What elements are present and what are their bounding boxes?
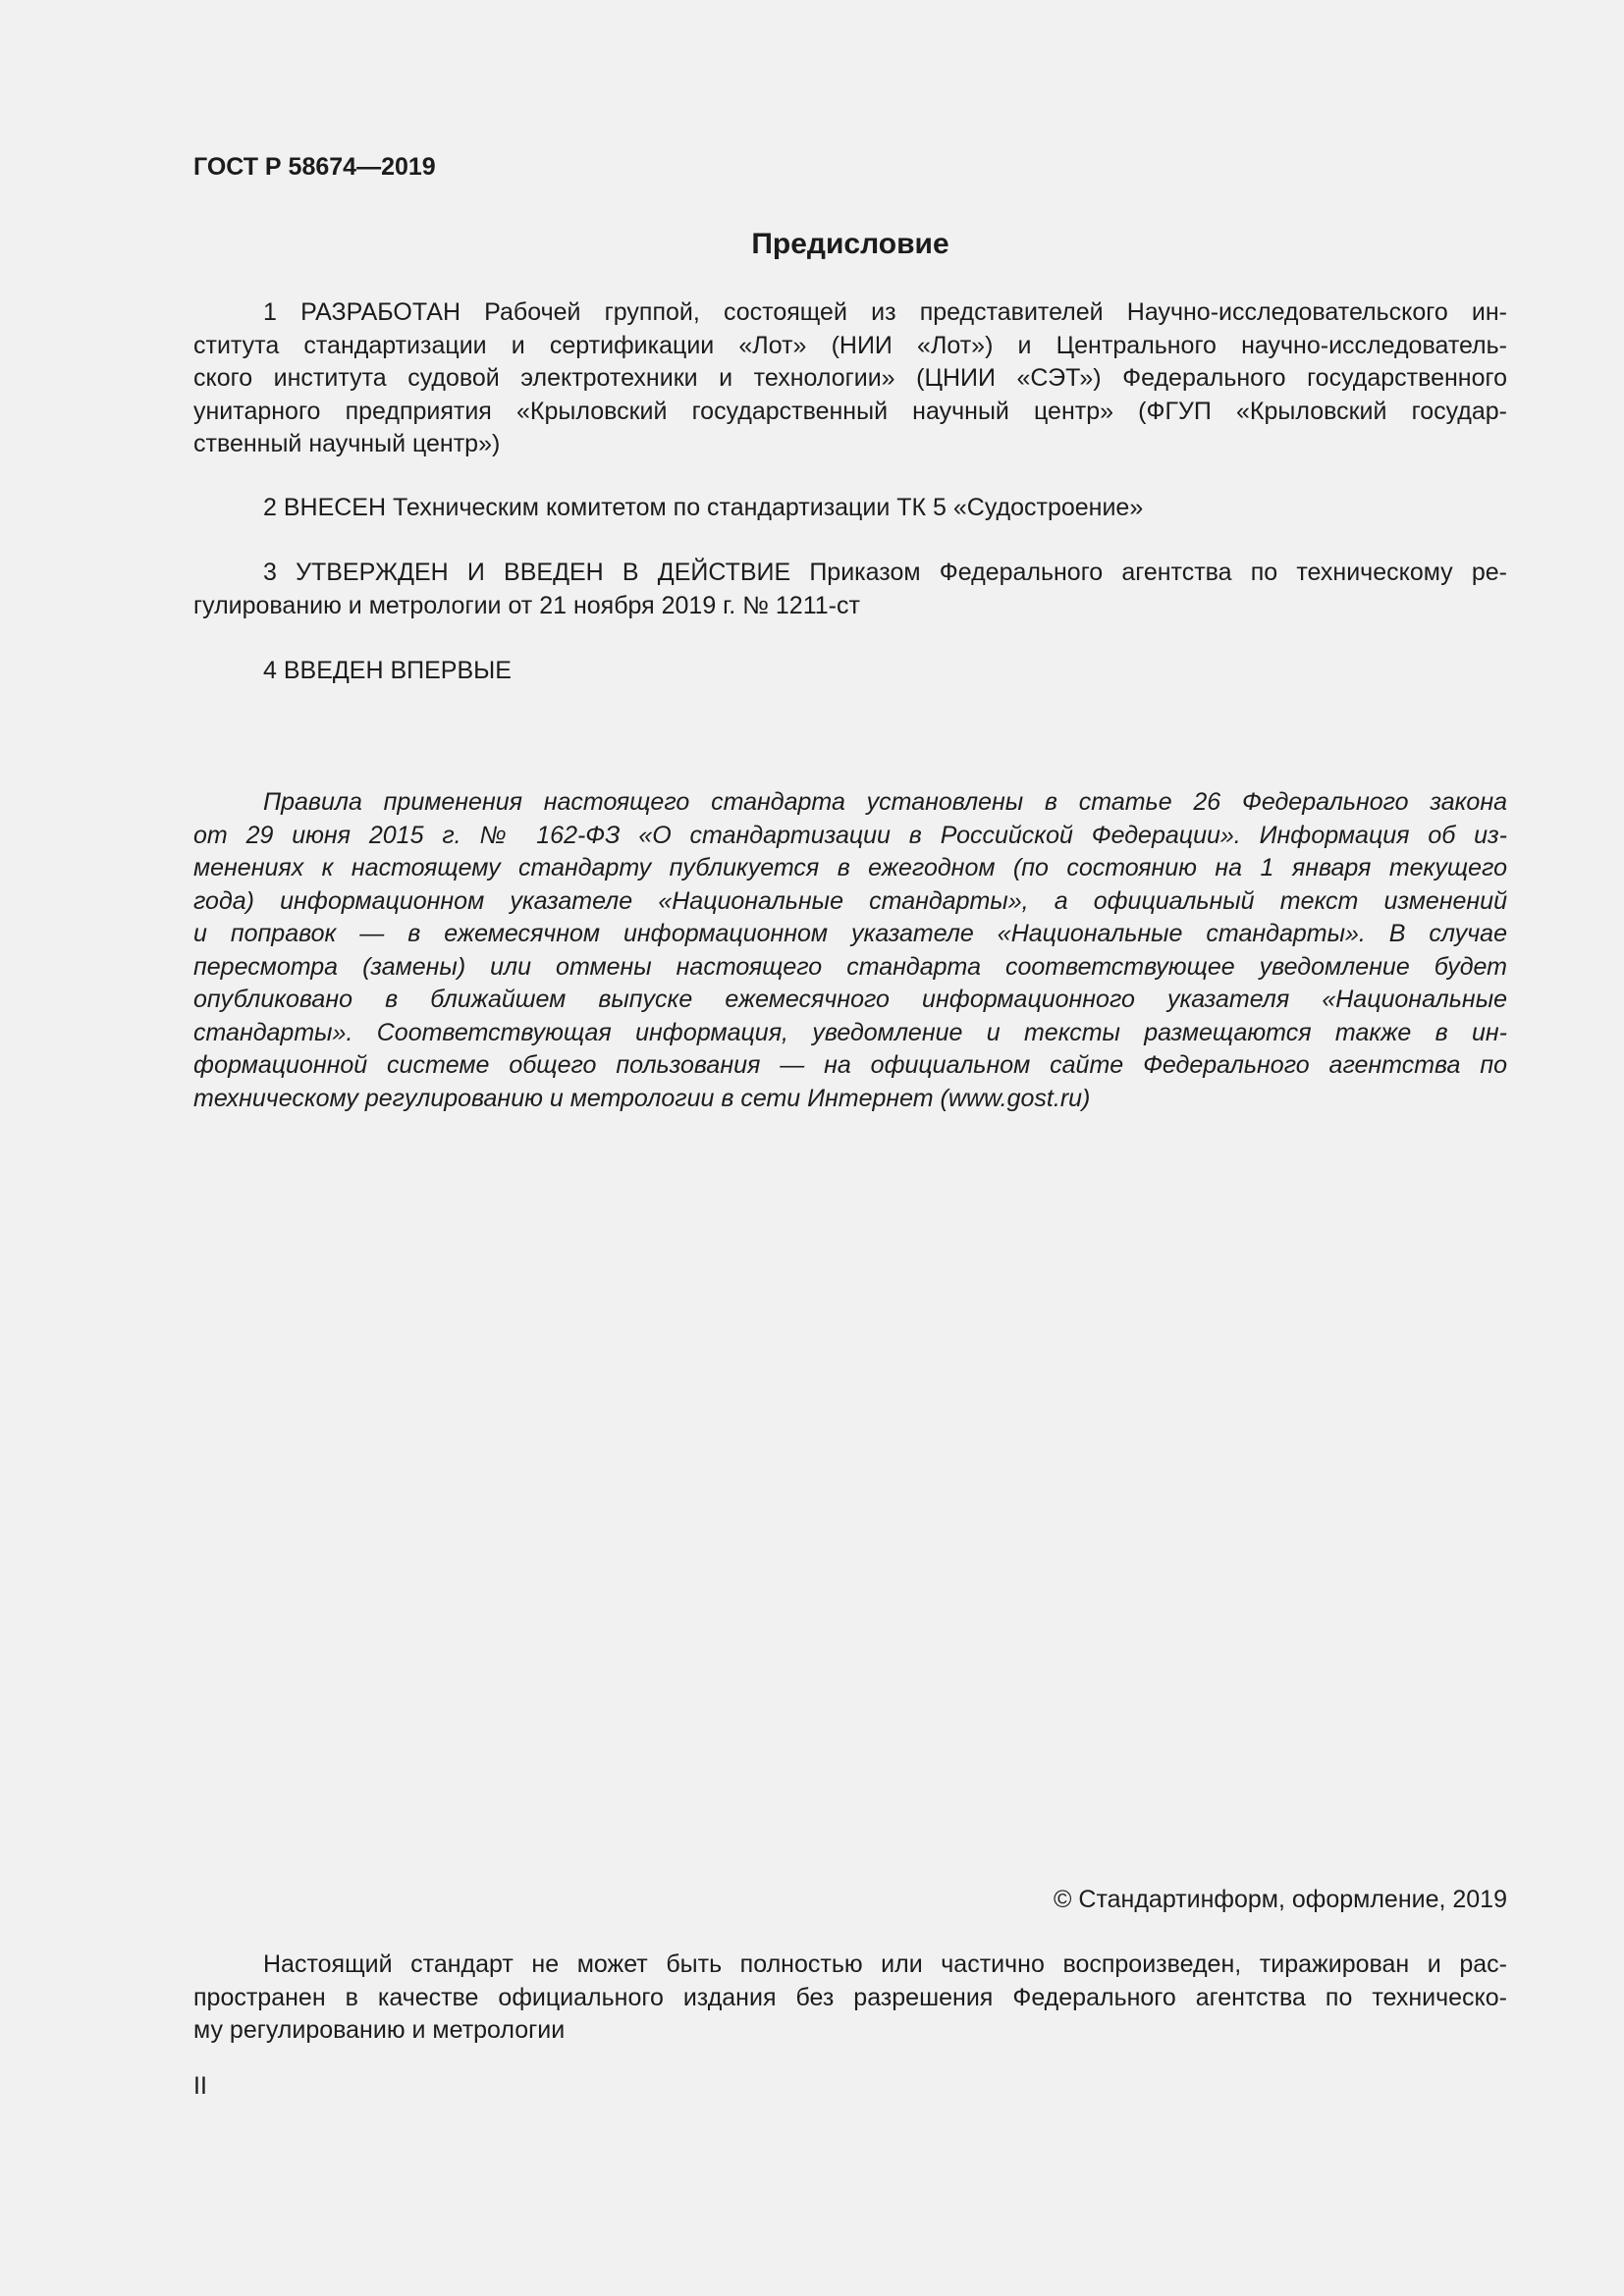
rules-notice-line: от 29 июня 2015 г. № 162-ФЗ «О стандартизации в Российской Федерации». Информация об из- xyxy=(193,821,1507,849)
reproduction-notice-line: Настоящий стандарт не может быть полностью или частично воспроизведен, тиражирован и рас- xyxy=(263,1950,1507,1978)
document-page xyxy=(193,0,1507,2296)
preface-item-1-line: ститута стандартизации и сертификации «Лот» (НИИ «Лот») и Центрального научно-исследователь- xyxy=(193,331,1507,359)
rules-notice-line: опубликовано в ближайшем выпуске ежемесячного информационного указателя «Национальные xyxy=(193,986,1507,1013)
reproduction-notice-line: пространен в качестве официального издания без разрешения Федерального агентства по техническо- xyxy=(193,1983,1507,2011)
preface-item-1-line: ского института судовой электротехники и технологии» (ЦНИИ «СЭТ») Федерального государственного xyxy=(193,364,1507,392)
document-code: ГОСТ Р 58674—2019 xyxy=(193,153,436,181)
preface-item-4 xyxy=(193,655,1507,688)
preface-item-1-line: унитарного предприятия «Крыловский государственный научный центр» (ФГУП «Крыловский государ- xyxy=(193,397,1507,425)
preface-item-3 xyxy=(193,557,1507,622)
rules-notice-line: пересмотра (замены) или отмены настоящего стандарта соответствующее уведомление будет xyxy=(193,952,1507,981)
rules-notice-line: стандарты». Соответствующая информация, уведомление и тексты размещаются также в ин- xyxy=(193,1018,1507,1046)
preface-title: Предисловие xyxy=(751,228,949,260)
preface-item-3-line: 3 УТВЕРЖДЕН И ВВЕДЕН В ДЕЙСТВИЕ Приказом Федерального агентства по техническому ре- xyxy=(263,559,1507,586)
rules-notice-line: формационной системе общего пользования — на официальном сайте Федерального агентства по xyxy=(193,1051,1507,1079)
rules-notice-line: Правила применения настоящего стандарта установлены в статье 26 Федерального закона xyxy=(263,788,1507,816)
preface-item-1-line: 1 РАЗРАБОТАН Рабочей группой, состоящей из представителей Научно-исследовательского ин- xyxy=(263,298,1507,326)
preface-item-4-line: 4 ВВЕДЕН ВПЕРВЫЕ xyxy=(263,657,512,684)
preface-item-1 xyxy=(193,296,1507,461)
rules-notice-line: менениях к настоящему стандарту публикуется в ежегодном (по состоянию на 1 января текущего xyxy=(193,854,1507,881)
rules-notice-line: и поправок — в ежемесячном информационном указателе «Национальные стандарты». В случае xyxy=(193,920,1507,947)
preface-item-3-line: гулированию и метрологии от 21 ноября 2019 г. № 1211-ст xyxy=(193,591,860,619)
page-number: II xyxy=(193,2072,207,2100)
preface-item-2 xyxy=(193,492,1507,525)
rules-notice-line: техническому регулированию и метрологии в сети Интернет (www.gost.ru) xyxy=(193,1084,1091,1112)
reproduction-notice xyxy=(193,1949,1507,2048)
copyright-line: © Стандартинформ, оформление, 2019 xyxy=(1054,1886,1507,1913)
reproduction-notice-line: му регулированию и метрологии xyxy=(193,2016,566,2044)
rules-notice-line: года) информационном указателе «Национальные стандарты», а официальный текст изменений xyxy=(193,886,1507,915)
rules-notice xyxy=(193,786,1507,1115)
preface-item-2-line: 2 ВНЕСЕН Техническим комитетом по стандартизации ТК 5 «Судостроение» xyxy=(263,494,1144,521)
preface-item-1-line: ственный научный центр») xyxy=(193,430,501,457)
